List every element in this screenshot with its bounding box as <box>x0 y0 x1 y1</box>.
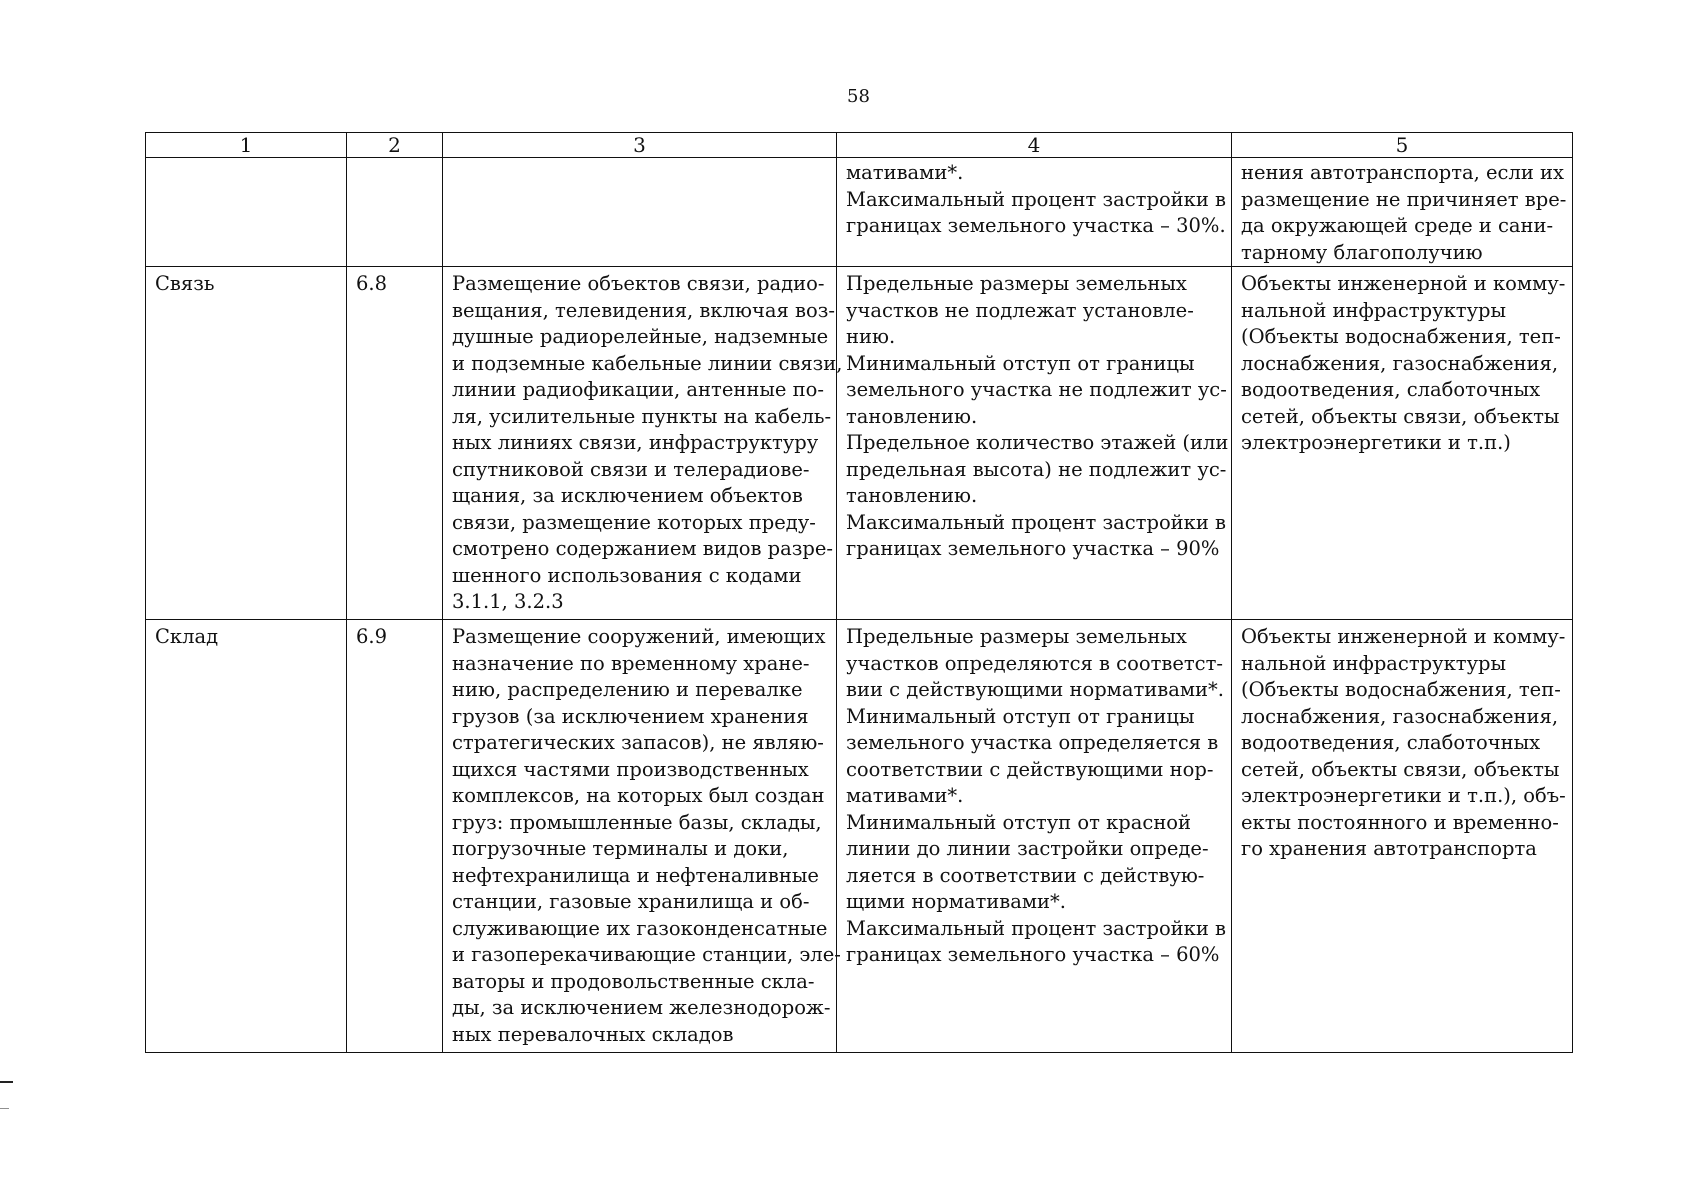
cell-use-code: 6.8 <box>347 267 443 620</box>
text-line: тановлению. <box>846 404 978 428</box>
column-header-4: 4 <box>837 133 1232 158</box>
text-line: тарному благополучию <box>1241 240 1483 264</box>
text-line: Предельные размеры земельных <box>846 625 1187 648</box>
column-header-3: 3 <box>443 133 837 158</box>
text-line: и газоперекачивающие станции, эле- <box>452 943 841 966</box>
text-line: границах земельного участка – 30%. <box>846 214 1226 237</box>
text-line: предельная высота) не подлежит ус- <box>846 457 1227 481</box>
text-line: погрузочные терминалы и доки, <box>452 837 789 860</box>
table-row-svyaz <box>146 267 1573 620</box>
text-line: ваторы и продовольственные скла- <box>452 969 815 993</box>
scan-edge-mark <box>0 1108 9 1109</box>
text-line: Размещение сооружений, имеющих <box>452 625 826 648</box>
page-number: 58 <box>847 86 870 107</box>
text-line: стратегических запасов), не являю- <box>452 731 824 754</box>
text-line: связи, размещение которых преду- <box>452 510 816 534</box>
text-line: (Объекты водоснабжения, теп- <box>1241 678 1561 701</box>
text-line: лоснабжения, газоснабжения, <box>1241 704 1559 728</box>
text-line: (Объекты водоснабжения, теп- <box>1241 325 1561 348</box>
text-line: Объекты инженерной и комму- <box>1241 625 1566 648</box>
text-line: водоотведения, слаботочных <box>1241 731 1541 754</box>
text-line: душные радиорелейные, надземные <box>452 325 829 348</box>
text-line: соответствии с действующими нор- <box>846 757 1214 781</box>
text-line: границах земельного участка – 90% <box>846 537 1220 560</box>
text-line: мативами*. <box>846 784 964 807</box>
text-line: участков определяются в соответст- <box>846 651 1223 675</box>
text-line: размещение не причиняет вре- <box>1241 187 1567 211</box>
cell-use-code <box>347 158 443 267</box>
text-line: Минимальный отступ от красной <box>846 810 1192 834</box>
zoning-table <box>145 132 1573 1053</box>
text-line: комплексов, на которых был создан <box>452 784 825 807</box>
text-line: линии радиофикации, антенные по- <box>452 378 824 401</box>
text-line: Предельные размеры земельных <box>846 272 1187 295</box>
text-line: ляется в соответствии с действую- <box>846 863 1205 887</box>
text-line: водоотведения, слаботочных <box>1241 378 1541 401</box>
text-line: служивающие их газоконденсатные <box>452 916 828 940</box>
column-header-1: 1 <box>146 133 347 158</box>
text-line: ных линиях связи, инфраструктуру <box>452 431 819 454</box>
text-line: линии до линии застройки опреде- <box>846 837 1209 860</box>
text-line: Минимальный отступ от границы <box>846 351 1195 375</box>
text-line: смотрено содержанием видов разре- <box>452 537 833 560</box>
text-line: нию, распределению и перевалке <box>452 678 803 701</box>
text-line: Минимальный отступ от границы <box>846 704 1195 728</box>
text-line: Максимальный процент застройки в <box>846 510 1227 534</box>
cell-use-description <box>443 158 837 267</box>
text-line: станции, газовые хранилища и об- <box>452 890 810 913</box>
text-line: груз: промышленные базы, склады, <box>452 810 822 834</box>
text-line: земельного участка не подлежит ус- <box>846 378 1227 401</box>
cell-parameters <box>837 620 1232 1053</box>
cell-use-description <box>443 267 843 620</box>
text-line: сетей, объекты связи, объекты <box>1241 404 1560 428</box>
column-header-5: 5 <box>1232 133 1573 158</box>
text-line: нальной инфраструктуры <box>1241 651 1507 675</box>
text-line: и подземные кабельные линии связи, <box>452 351 843 375</box>
text-line: Размещение объектов связи, радио- <box>452 272 825 295</box>
text-line: 3.1.1, 3.2.3 <box>452 590 564 613</box>
text-line: электроэнергетики и т.п.) <box>1241 431 1511 454</box>
text-line: границах земельного участка – 60% <box>846 943 1220 966</box>
cell-auxiliary-uses <box>1232 620 1573 1053</box>
text-line: ды, за исключением железнодорож- <box>452 996 831 1019</box>
table-row-continuation <box>146 158 1573 267</box>
text-line: ных перевалочных складов <box>452 1022 734 1046</box>
text-line: Максимальный процент застройки в <box>846 187 1227 211</box>
text-line: нефтехранилища и нефтеналивные <box>452 863 819 887</box>
text-line: земельного участка определяется в <box>846 731 1219 754</box>
scan-edge-mark <box>0 1081 13 1083</box>
text-line: го хранения автотранспорта <box>1241 837 1537 860</box>
text-line: нию. <box>846 325 896 348</box>
text-line: сетей, объекты связи, объекты <box>1241 757 1560 781</box>
cell-use-name <box>146 158 347 267</box>
text-line: нения автотранспорта, если их <box>1241 161 1565 184</box>
column-header-2: 2 <box>347 133 443 158</box>
text-line: Максимальный процент застройки в <box>846 916 1227 940</box>
text-line: грузов (за исключением хранения <box>452 704 809 728</box>
text-line: Предельное количество этажей (или <box>846 431 1229 454</box>
text-line: нальной инфраструктуры <box>1241 298 1507 322</box>
table-header-row <box>146 133 1573 158</box>
text-line: спутниковой связи и телерадиове- <box>452 457 810 481</box>
cell-use-description <box>443 620 841 1053</box>
text-line: назначение по временному хране- <box>452 651 810 675</box>
text-line: щихся частями производственных <box>452 757 809 781</box>
text-line: лоснабжения, газоснабжения, <box>1241 351 1559 375</box>
text-line: вещания, телевидения, включая воз- <box>452 298 835 322</box>
cell-parameters <box>837 267 1232 620</box>
text-line: участков не подлежат установле- <box>846 298 1194 322</box>
cell-use-code: 6.9 <box>347 620 443 1053</box>
text-line: вии с действующими нормативами*. <box>846 678 1224 701</box>
text-line: ля, усилительные пункты на кабель- <box>452 404 832 428</box>
table-row-sklad <box>146 620 1573 1053</box>
text-line: шенного использования с кодами <box>452 563 802 587</box>
cell-parameters <box>837 158 1232 267</box>
text-line: Объекты инженерной и комму- <box>1241 272 1566 295</box>
text-line: да окружающей среде и сани- <box>1241 214 1554 237</box>
cell-use-name: Связь <box>146 267 347 620</box>
text-line: тановлению. <box>846 484 978 507</box>
text-line: электроэнергетики и т.п.), объ- <box>1241 784 1566 807</box>
text-line: мативами*. <box>846 161 964 184</box>
text-line: екты постоянного и временно- <box>1241 810 1559 834</box>
text-line: щими нормативами*. <box>846 890 1067 913</box>
cell-use-name: Склад <box>146 620 347 1053</box>
cell-auxiliary-uses <box>1232 267 1573 620</box>
text-line: щания, за исключением объектов <box>452 484 803 507</box>
cell-auxiliary-uses <box>1232 158 1573 267</box>
